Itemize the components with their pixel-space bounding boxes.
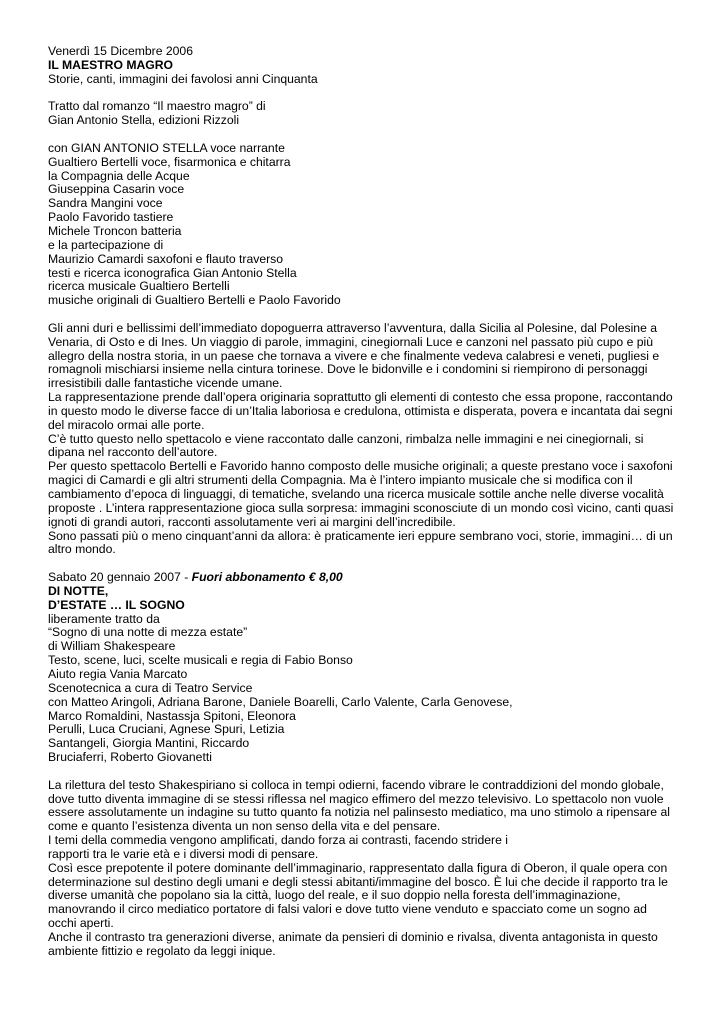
credit-line: Sandra Mangini voce <box>48 196 163 211</box>
credit-line: e la partecipazione di <box>48 237 164 252</box>
credit-line: Giuseppina Casarin voce <box>48 182 185 197</box>
credit-line: Gualtiero Bertelli voce, fisarmonica e chitarra <box>48 154 291 169</box>
description-line: La rappresentazione prende dall’opera originaria soprattutto gli elementi di contesto che essa propone, raccontando <box>48 390 673 405</box>
event-price-note: Fuori abbonamento € 8,00 <box>191 570 343 585</box>
event-credits <box>48 142 688 308</box>
credit-line: testi e ricerca iconografica Gian Antonio Stella <box>48 265 297 280</box>
description-line: romagnoli mischiarsi insieme nella cintura torinese. Dove le bidonville e i condomini si riempirono di personaggi <box>48 362 648 377</box>
credit-line: Michele Troncon batteria <box>48 223 182 238</box>
credit-line: Paolo Favorido tastiere <box>48 210 174 225</box>
description-line: allegro della nostra storia, in un paese che tornava a vivere e che finalmente vedeva calabresi e veneti, pugliesi e <box>48 348 660 363</box>
event-subtitle: Storie, canti, immagini dei favolosi anni Cinquanta <box>48 71 318 86</box>
credit-line: di William Shakespeare <box>48 639 176 654</box>
description-line: ignoti di grandi autori, racconti assolutamente veri ai margini dell’incredibile. <box>48 514 456 529</box>
event-title: IL MAESTRO MAGRO <box>48 57 174 72</box>
description-line: Venaria, di Osto e di Ines. Un viaggio di parole, immagini, cinegiornali Luce e canzoni nel passato più cupo e più <box>48 334 654 349</box>
credit-line: “Sogno di una notte di mezza estate” <box>48 625 248 640</box>
source-line: Tratto dal romanzo “Il maestro magro” di <box>48 99 266 114</box>
description-line: Per questo spettacolo Bertelli e Favorido hanno composto delle musiche originali; a queste prestano voce i saxofoni <box>48 459 673 474</box>
event-description <box>48 322 688 557</box>
description-line: cambiamento d’epoca di linguaggi, di tematiche, svelando una ricerca musicale sottile anche nelle diverse vocalità <box>48 487 664 501</box>
description-line: proposte . L’intera rappresentazione gioca sulla sorpresa: immagini sconosciute di un mondo così vicino, canti quasi <box>48 500 674 515</box>
event-credits <box>48 613 688 765</box>
event-date-text: Sabato 20 gennaio 2007 - <box>48 570 192 585</box>
event-date: Venerdì 15 Dicembre 2006 <box>48 44 193 58</box>
credit-line: Bruciaferri, Roberto Giovanetti <box>48 750 212 765</box>
credit-line: ricerca musicale Gualtiero Bertelli <box>48 279 230 294</box>
description-line: Sono passati più o meno cinquant’anni da allora: è praticamente ieri eppure sembrano voci, storie, immagini… di un <box>48 528 673 543</box>
description-line: Anche il contrasto tra generazioni diverse, animate da pensieri di dominio e rivalsa, diventa antagonista in questo <box>48 930 658 944</box>
description-line: altro mondo. <box>48 542 116 557</box>
description-line: C’è tutto questo nello spettacolo e viene raccontato dalle canzoni, rimbalza nelle immagini e nei cinegiornali, si <box>48 431 644 446</box>
event-title: DI NOTTE, <box>48 583 109 598</box>
description-line: occhi aperti. <box>48 916 114 931</box>
credit-line: musiche originali di Gualtiero Bertelli e Paolo Favorido <box>48 293 341 308</box>
description-line: del miracolo ormai alle porte. <box>48 417 205 432</box>
event-di-notte-d-estate <box>48 571 688 959</box>
description-line: dove tutto diventa immagine di se stessi riflessa nel magico effimero del mezzo televisivo. Lo spettacolo non vuole <box>48 791 664 806</box>
credit-line: la Compagnia delle Acque <box>48 168 190 183</box>
description-line: ambiente fittizio e regolato da leggi inique. <box>48 943 276 958</box>
credit-line: Santangeli, Giorgia Mantini, Riccardo <box>48 736 250 751</box>
credit-line: Testo, scene, luci, scelte musicali e regia di Fabio Bonso <box>48 653 353 668</box>
event-il-maestro-magro <box>48 45 688 557</box>
description-line: in questo modo le diverse facce di un’Italia laboriosa e credulona, ottimista e disperata, povera e incantata dai segni <box>48 403 673 418</box>
credit-line: con Matteo Aringoli, Adriana Barone, Daniele Boarelli, Carlo Valente, Carla Genovese, <box>48 694 513 709</box>
description-line: La rilettura del testo Shakespiriano si colloca in tempi odierni, facendo vibrare le contraddizioni del mondo globale, <box>48 777 664 792</box>
credit-line: Scenotecnica a cura di Teatro Service <box>48 680 253 695</box>
event-source <box>48 100 688 128</box>
credit-line: Perulli, Luca Cruciani, Agnese Spuri, Letizia <box>48 722 285 737</box>
description-line: come e quanto l’esistenza diventa un non senso della vita e del pensare. <box>48 819 441 834</box>
description-line: manovrando il circo mediatico portatore di falsi valori e dove tutto viene venduto e spacciato come un sogno ad <box>48 902 647 917</box>
description-line: essere assolutamente un indagine su tutto quanto fa notizia nel palinsesto mediatico, ma uno stimolo a ripensare al <box>48 805 670 820</box>
source-line: Gian Antonio Stella, edizioni Rizzoli <box>48 113 240 128</box>
credit-line: Aiuto regia Vania Marcato <box>48 666 188 681</box>
event-date <box>48 571 688 585</box>
description-line: irresistibili dalle fantastiche vicende umane. <box>48 376 283 391</box>
credit-line: Marco Romaldini, Nastassja Spitoni, Eleonora <box>48 708 296 723</box>
description-line: magici di Camardi e gli altri strumenti della Compagnia. Ma è l’intero impianto musicale che si modifica con il <box>48 473 633 488</box>
description-line: determinazione sul destino degli umani e degli stessi abitanti/immagine del bosco. È lui che decide il rapporto tra le <box>48 874 668 889</box>
description-line: Gli anni duri e bellissimi dell’immediato dopoguerra attraverso l’avventura, dalla Sicilia al Polesine, dal Polesine a <box>48 320 658 335</box>
credit-line: Maurizio Camardi saxofoni e flauto traverso <box>48 251 284 266</box>
credit-line: con GIAN ANTONIO STELLA voce narrante <box>48 140 285 155</box>
event-description <box>48 779 688 959</box>
event-title: D’ESTATE … IL SOGNO <box>48 597 185 612</box>
description-line: I temi della commedia vengono amplificati, dando forza ai contrasti, facendo stridere i <box>48 833 508 848</box>
description-line: dipana nel racconto dell’autore. <box>48 445 218 460</box>
credit-line: liberamente tratto da <box>48 611 160 626</box>
description-line: Così esce prepotente il potere dominante dell’immaginario, rappresentato dalla figura di Oberon, il quale opera con <box>48 860 668 875</box>
document-page <box>48 45 688 959</box>
description-line: rapporti tra le varie età e i diversi modi di pensare. <box>48 846 319 861</box>
description-line: diverse umanità che popolano sia la città, luogo del reale, e il suo doppio nella foresta dell’immaginazione, <box>48 888 621 903</box>
